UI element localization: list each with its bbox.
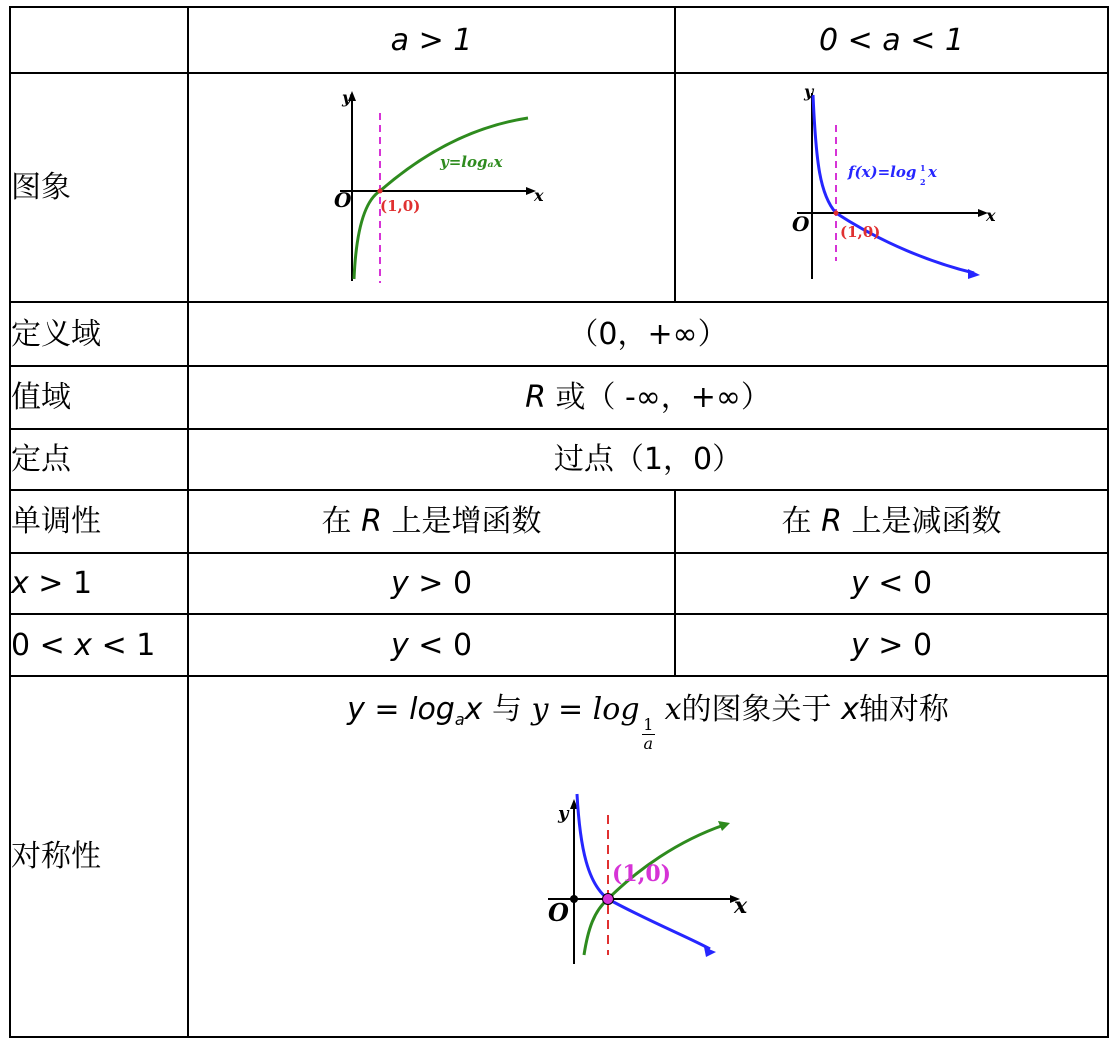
sym-t3-den: a xyxy=(643,734,654,753)
x-between-label-pre: 0 < xyxy=(11,627,75,663)
x-between-right-rest: > 0 xyxy=(868,627,933,663)
domain-label: 定义域 xyxy=(10,302,188,366)
origin-dot xyxy=(570,895,578,903)
symmetry-cell xyxy=(188,676,1108,1037)
header-a-between-0-1: 0 < a < 1 xyxy=(675,7,1108,73)
range-value-rest: 或（ -∞，+∞） xyxy=(545,380,771,415)
x-between-left-y: y xyxy=(390,627,409,663)
fixed-point-label: 定点 xyxy=(10,429,188,490)
intersection-point xyxy=(603,894,614,905)
y-axis-label: y xyxy=(341,87,351,107)
y-axis-label: y xyxy=(558,803,569,824)
sym-t4-x: x xyxy=(841,692,859,727)
range-value xyxy=(188,366,1108,429)
graph-row xyxy=(10,73,1108,302)
graph-increasing-cell xyxy=(188,73,675,302)
symmetry-statement xyxy=(189,693,1107,753)
fixed-point-row xyxy=(10,429,1108,490)
x-gt-1-label-rest: > 1 xyxy=(28,566,93,601)
x-between-right xyxy=(675,614,1108,676)
curve-label: f(x)=log xyxy=(847,162,916,181)
header-a-gt-1: a > 1 xyxy=(188,7,675,73)
x-gt-1-label xyxy=(10,553,188,614)
mono-right-post: 上是减函数 xyxy=(841,504,1002,539)
symmetry-graph-wrapper xyxy=(189,789,1107,969)
x-axis-label: x xyxy=(734,893,748,919)
curve-label-base-den: 2 xyxy=(919,176,926,187)
x-gt-1-row xyxy=(10,553,1108,614)
y-axis-label: y xyxy=(803,82,813,101)
range-value-r: R xyxy=(525,380,546,415)
x-axis-label: x xyxy=(533,185,544,205)
header-empty-cell xyxy=(10,7,188,73)
mono-left-r: R xyxy=(361,504,382,539)
x-between-0-1-row xyxy=(10,614,1108,676)
fixed-point-marker xyxy=(833,210,838,215)
graph-row-label: 图象 xyxy=(10,73,188,302)
graph-decreasing-cell xyxy=(675,73,1108,302)
sym-t4: 的图象关于 xyxy=(681,692,842,727)
monotonicity-row xyxy=(10,490,1108,553)
log-curve-decreasing xyxy=(813,95,974,273)
point-label: (1,0) xyxy=(379,196,420,215)
x-axis-label: x xyxy=(985,205,996,225)
domain-value: （0，+∞） xyxy=(188,302,1108,366)
x-gt-1-left-y: y xyxy=(390,566,409,601)
point-label: (1,0) xyxy=(612,861,672,887)
curve-label-tail: x xyxy=(927,162,937,181)
increasing-curve xyxy=(584,825,724,955)
sym-t3: y = log xyxy=(531,692,640,727)
sym-t1: y = log xyxy=(347,692,455,727)
monotonicity-label: 单调性 xyxy=(10,490,188,553)
x-between-label xyxy=(10,614,188,676)
sym-t3-x: x xyxy=(655,692,682,727)
range-row xyxy=(10,366,1108,429)
origin-label: O xyxy=(333,187,351,212)
x-gt-1-right xyxy=(675,553,1108,614)
decreasing-log-graph xyxy=(782,83,1002,293)
monotonicity-decreasing xyxy=(675,490,1108,553)
mono-right-pre: 在 xyxy=(781,504,822,539)
origin-label: O xyxy=(548,898,569,927)
x-gt-1-left xyxy=(188,553,675,614)
origin-label: O xyxy=(791,211,809,236)
x-between-right-y: y xyxy=(850,627,869,663)
x-between-label-x: x xyxy=(74,627,93,663)
mono-right-r: R xyxy=(821,504,842,539)
fixed-point-marker xyxy=(377,188,382,193)
x-between-left xyxy=(188,614,675,676)
header-row xyxy=(10,7,1108,73)
x-between-label-post: < 1 xyxy=(92,627,156,663)
mono-left-pre: 在 xyxy=(321,504,362,539)
symmetry-graph xyxy=(528,789,768,969)
symmetry-row xyxy=(10,676,1108,1037)
point-label: (1,0) xyxy=(839,222,880,241)
sym-t3-num: 1 xyxy=(643,715,654,735)
x-gt-1-left-rest: > 0 xyxy=(408,566,473,601)
sym-t1-sub: a xyxy=(454,710,465,729)
monotonicity-increasing xyxy=(188,490,675,553)
curve-label: y=logₐx xyxy=(439,152,503,171)
x-gt-1-label-x: x xyxy=(11,566,29,601)
curve-label-base-num: 1 xyxy=(919,162,926,173)
x-gt-1-right-y: y xyxy=(850,566,869,601)
sym-t3-fraction xyxy=(642,716,656,752)
x-gt-1-right-rest: < 0 xyxy=(868,566,933,601)
log-function-properties-table xyxy=(9,6,1109,1038)
curve-arrow xyxy=(968,269,980,279)
sym-t2: 与 xyxy=(482,692,532,727)
increasing-log-graph xyxy=(312,83,552,293)
domain-row xyxy=(10,302,1108,366)
fixed-point-value: 过点（1，0） xyxy=(188,429,1108,490)
sym-t5: 轴对称 xyxy=(858,692,949,727)
range-label: 值域 xyxy=(10,366,188,429)
x-between-left-rest: < 0 xyxy=(408,627,473,663)
mono-left-post: 上是增函数 xyxy=(381,504,542,539)
symmetry-label: 对称性 xyxy=(10,676,188,1037)
sym-t1-x: x xyxy=(464,692,483,727)
